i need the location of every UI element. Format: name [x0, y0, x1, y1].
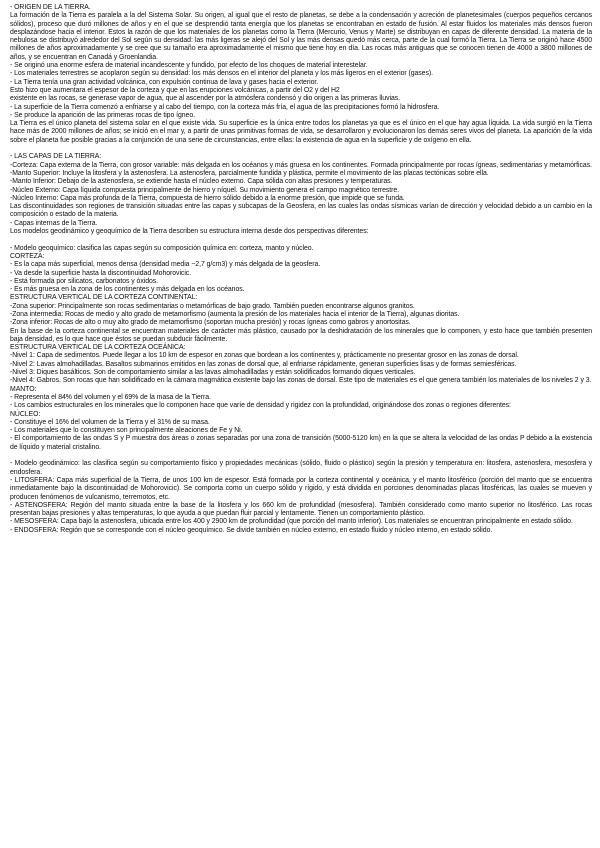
- document-paragraph: - Va desde la superficie hasta la discontinuidad Mohorovicic.: [10, 269, 192, 277]
- document-paragraph: - Es la capa más superficial, menos densa (densidad media ~2,7 g/cm3) y más delgada de la geosfera.: [10, 261, 321, 269]
- document-paragraph: - Es más gruesa en la zona de los continentes y más delgada en los océanos.: [10, 286, 245, 294]
- document-paragraph: Los modelos geodinámico y geoquímico de la Tierra describen su estructura interna desde dos perspectivas diferentes:: [10, 228, 369, 236]
- document-page: [10, 4, 592, 535]
- document-paragraph: - Los materiales que lo constituyen son principalmente aleaciones de Fe y Ni.: [10, 427, 243, 435]
- document-paragraph: -Núcleo Interno: Capa más profunda de la Tierra, compuesta de hierro sólido debido a la enorme presión, que impide que se funda.: [10, 194, 405, 202]
- document-paragraph: En la base de la corteza continental se encuentran materiales de carácter más plástico, causado por la deshidratación de los minerales que lo componen, y esto hace que también presenten baja densidad, es lo que hace que éstos se puedan subducir fácilmente.: [10, 327, 592, 343]
- paragraph-spacer: [10, 145, 592, 153]
- document-paragraph: -Zona superior: Principalmente son rocas sedimentarias o metamórficas de bajo grado. También pueden encontrarse algunos granitos.: [10, 302, 415, 310]
- document-paragraph: - Se originó una enorme esfera de material incandescente y fundido, por efecto de los choques de material interestelar.: [10, 62, 368, 70]
- document-paragraph: - La Tierra tenía una gran actividad volcánica, con expulsión continua de lava y gases hacia el exterior.: [10, 78, 319, 86]
- document-paragraph: -Manto Inferior: Debajo de la astenosfera, se extiende hasta el núcleo externo. Capa sólida con altas presiones y temperaturas.: [10, 178, 393, 186]
- document-paragraph: - MESOSFERA: Capa bajo la astenosfera, ubicada entre los 400 y 2900 km de profundidad (que porción del manto inferior). Los materiales se encuentran principalmente en estado sólido.: [10, 518, 573, 526]
- document-paragraph: - Se produce la aparición de las primeras rocas de tipo ígneo.: [10, 111, 195, 119]
- document-paragraph: NÚCLEO:: [10, 410, 41, 418]
- document-paragraph: -Nivel 2: Lavas almohadilladas. Basaltos submarinos emitidos en las zonas de dorsal que, al enfriarse rápidamente, generan superficies lisas y de formas semiesféricas.: [10, 360, 517, 368]
- document-paragraph: CORTEZA:: [10, 252, 45, 260]
- document-paragraph: - ENDOSFERA: Región que se corresponde con el núcleo geoquímico. Se divide también en núcleo externo, en estado fluido y núcleo interno, en estado sólido.: [10, 526, 493, 534]
- paragraph-spacer: [10, 236, 592, 244]
- document-paragraph: MANTO:: [10, 385, 37, 393]
- document-paragraph: ESTRUCTURA VERTICAL DE LA CORTEZA CONTINENTAL:: [10, 294, 198, 302]
- document-paragraph: - LITOSFERA: Capa más superficial de la Tierra, de unos 100 km de espesor. Está formada por la corteza continental y oceánica, y el manto litosférico (porción del manto que se encuentra inmediatamente bajo la discontinuidad de Mohorovicic). Se comporta como un cuerpo sólido y rígido, y está dividida en porciones denominadas placas litosféricas, las cuales se mueven y producen fenómenos de vulcanismo, terremotos, etc.: [10, 476, 592, 501]
- document-paragraph: -Nivel 3: Diques basálticos. Son de comportamiento similar a las lavas almohadilladas y están solidificados formando diques verticales.: [10, 369, 416, 377]
- document-paragraph: - ASTENOSFERA: Región del manto situada entre la base de la litosfera y los 660 km de profundidad (mesosfera). También considerado como manto superior no litosférico. Las rocas presentan bajas presiones y altas temperaturas, lo que ayuda a que puedan fluir parcial y lentamente. Tienen un comportamiento plástico.: [10, 501, 592, 518]
- document-paragraph: - Está formada por silicatos, carbonatos y óxidos.: [10, 277, 159, 285]
- document-paragraph: La Tierra es el único planeta del sistema solar en el que existe vida. Su superficie es la única entre todos los planetas ya que es el único en el que hay agua líquida. La vida surgió en la Tierra hace más de 2000 millones de años; se inició en el mar y, a partir de unas primitivas formas de vida, se desarrollaron y evolucionaron los demás seres vivos del planeta. La aparición de la vida sobre el planeta fue posible gracias a la conjunción de una serie de circunstancias, entre ellas: la existencia de agua en la superficie y de oxígeno en ella.: [10, 120, 592, 144]
- document-paragraph: - Los materiales terrestres se acoplaron según su densidad: los más densos en el interior del planeta y los más ligeros en el exterior (gases).: [10, 70, 433, 78]
- document-paragraph: - Constituye el 16% del volumen de la Tierra y el 31% de su masa.: [10, 418, 210, 426]
- document-paragraph: existente en las rocas, se generase vapor de agua, que al ascender por la atmósfera condensó y dio origen a las primeras lluvias.: [10, 95, 400, 103]
- document-paragraph: -Zona inferior: Rocas de alto o muy alto grado de metamorfismo (soportan mucha presión) y rocas ígneas como gabros y anortositas.: [10, 319, 411, 327]
- document-paragraph: ESTRUCTURA VERTICAL DE LA CORTEZA OCEÁNICA:: [10, 344, 186, 352]
- document-paragraph: La formación de la Tierra es paralela a la del Sistema Solar. Su origen, al igual que el resto de planetas, se debe a la condensación y acreción de planetesimales (cuerpos pequeños cercanos sólidos), proceso que duró millones de años y en el que se desprendió tanta energía que los planetas se encontraban en estado de fusión. Al estar fluidos los materiales más densos fueron desplazándose hacia el interior. Estos la razón de que los materiales de los planetas como la Tierra (Mercurio, Venus y Marte) se distribuyan en capas de diferente densidad. La materia de la nebulosa se distribuyó alrededor del Sol según su densidad: las más ligeras se alejó del Sol y las más densas quedó más cerca, parte de la cual formó la Tierra. La Tierra se originó hace 4500 millones de años aproximadamente y se cree que su tamaño era aproximadamente el mismo que tiene hoy en día. Las rocas más antiguas que se conocen tienen de 4000 a 3800 millones de años, y se encuentran en Canadá y Groenlandia.: [10, 12, 592, 61]
- document-paragraph: -Manto Superior: Incluye la litosfera y la astenosfera. La astenosfera, parcialmente fundida y plástica, permite el movimiento de las placas tectónicas sobre ella.: [10, 169, 489, 177]
- document-paragraph: - Los cambios estructurales en los minerales que lo componen hace que varíe de densidad y rigidez con la profundidad, originándose dos zonas o regiones diferentes:: [10, 402, 511, 410]
- document-paragraph: - Capas internas de la Tierra.: [10, 219, 98, 227]
- document-paragraph: - El comportamiento de las ondas S y P muestra dos áreas o zonas separadas por una zona de transición (5000-5120 km) en la que se altera la velocidad de las ondas P debido a la existencia de líquido y material cristalino.: [10, 435, 592, 451]
- document-paragraph: - ORIGEN DE LA TIERRA.: [10, 4, 91, 11]
- document-paragraph: - Representa el 84% del volumen y el 69% de la masa de la Tierra.: [10, 393, 211, 401]
- document-paragraph: - Modelo geodinámico: las clasifica según su comportamiento físico y propiedades mecánicas (sólido, fluido o plástico) según la presión y temperatura en: litosfera, astenosfera, mesosfera y endosfera.: [10, 460, 592, 476]
- document-paragraph: -Corteza: Capa externa de la Tierra, con grosor variable: más delgada en los océanos y más gruesa en los continentes. Formada principalmente por rocas ígneas, sedimentarias y metamórficas.: [10, 161, 592, 169]
- paragraph-spacer: [10, 452, 592, 460]
- document-paragraph: -Zona intermedia: Rocas de medio y alto grado de metamorfismo (aumenta la presión de los materiales hacia el interior de la Tierra), algunas dioritas.: [10, 310, 460, 318]
- document-paragraph: -Nivel 4: Gabros. Son rocas que han solidificado en la cámara magmática existente bajo las zonas de dorsal. Este tipo de materiales es el que genera también los materiales de los niveles 2 y 3.: [10, 377, 592, 385]
- document-paragraph: Esto hizo que aumentara el espesor de la corteza y que en las erupciones volcánicas, a partir del O2 y del H2: [10, 86, 340, 94]
- document-paragraph: Las discontinuidades son regiones de transición situadas entre las capas y subcapas de la Geosfera, en las cuales las ondas sísmicas varían de dirección y velocidad debido a un cambio en la composición o estado de la materia.: [10, 203, 592, 219]
- document-paragraph: -Nivel 1: Capa de sedimentos. Puede llegar a los 10 km de espesor en zonas que bordean a los continentes y, prácticamente no presentar grosor en las zonas de dorsal.: [10, 352, 519, 360]
- document-paragraph: - LAS CAPAS DE LA TIERRA:: [10, 153, 102, 161]
- document-paragraph: - La superficie de la Tierra comenzó a enfriarse y al cabo del tiempo, con la corteza más fría, el agua de las precipitaciones formó la hidrosfera.: [10, 103, 440, 111]
- document-paragraph: -Núcleo Externo: Capa líquida compuesta principalmente de hierro y níquel. Su movimiento genera el campo magnético terrestre.: [10, 186, 400, 194]
- document-paragraph: - Modelo geoquímico: clasifica las capas según su composición química en: corteza, manto y núcleo.: [10, 244, 314, 252]
